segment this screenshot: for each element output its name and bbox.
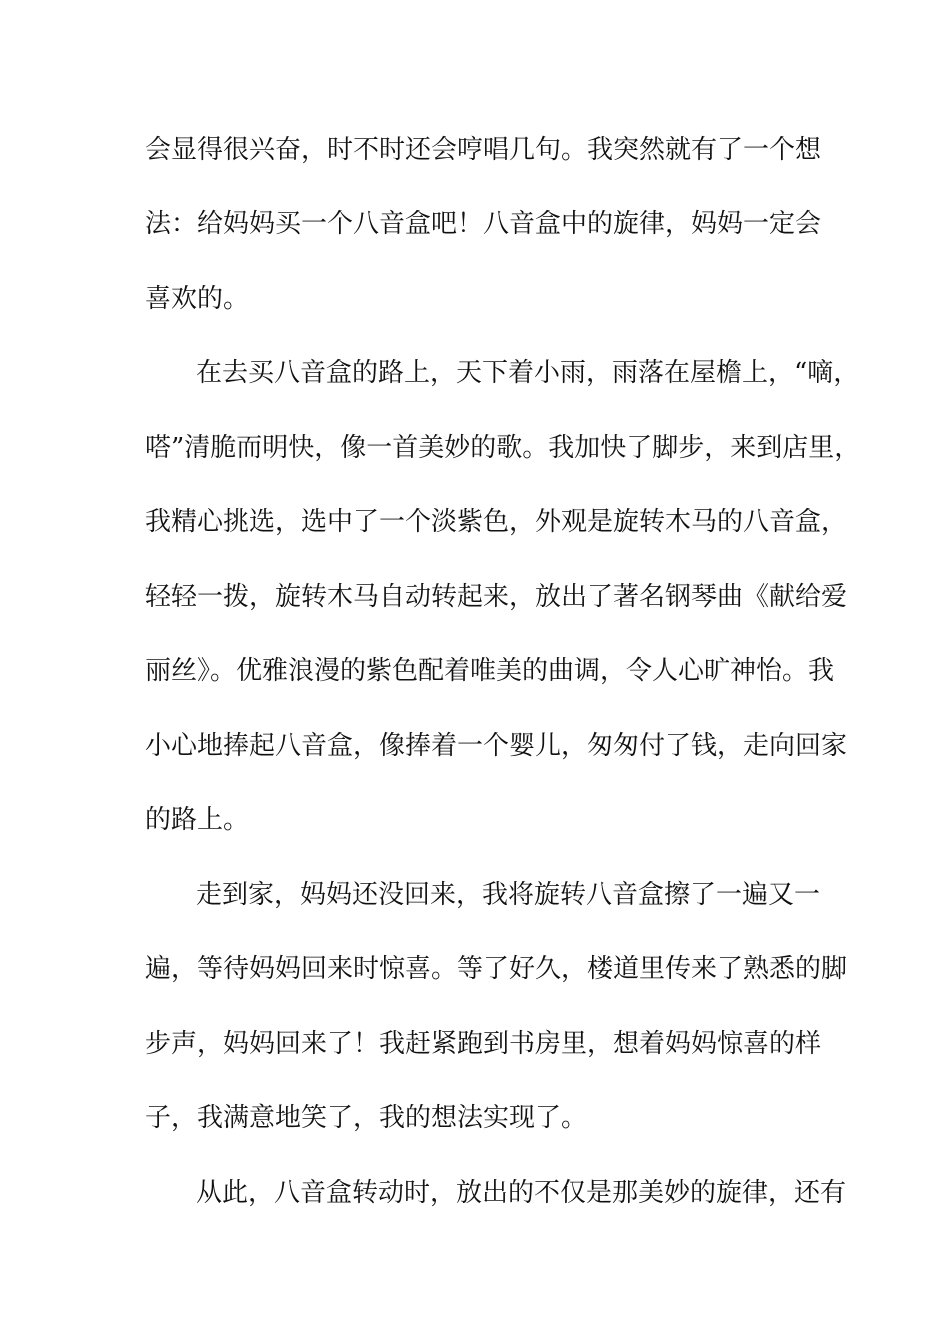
text-line: 嗒”清脆而明快，像一首美妙的歌。我加快了脚步，来到店里， bbox=[145, 433, 861, 463]
text-line: 子，我满意地笑了，我的想法实现了。 bbox=[145, 1103, 588, 1133]
text-line: 从此，八音盒转动时，放出的不仅是那美妙的旋律，还有 bbox=[196, 1178, 847, 1208]
text-line: 法：给妈妈买一个八音盒吧！八音盒中的旋律，妈妈一定会 bbox=[145, 209, 822, 239]
text-line: 小心地捧起八音盒，像捧着一个婴儿，匆匆付了钱，走向回家 bbox=[145, 731, 848, 761]
text-line: 遍，等待妈妈回来时惊喜。等了好久，楼道里传来了熟悉的脚 bbox=[145, 954, 848, 984]
text-line: 会显得很兴奋，时不时还会哼唱几句。我突然就有了一个想 bbox=[145, 135, 822, 165]
text-line: 步声，妈妈回来了！我赶紧跑到书房里，想着妈妈惊喜的样 bbox=[145, 1029, 822, 1059]
text-line: 走到家，妈妈还没回来，我将旋转八音盒擦了一遍又一 bbox=[196, 880, 821, 910]
text-line: 丽丝》。优雅浪漫的紫色配着唯美的曲调，令人心旷神怡。我 bbox=[145, 656, 835, 686]
text-line: 喜欢的。 bbox=[145, 284, 250, 314]
text-line: 轻轻一拨，旋转木马自动转起来，放出了著名钢琴曲《献给爱 bbox=[145, 582, 848, 612]
text-line: 在去买八音盒的路上，天下着小雨，雨落在屋檐上，“嘀， bbox=[196, 358, 860, 388]
text-line: 我精心挑选，选中了一个淡紫色，外观是旋转木马的八音盒， bbox=[145, 507, 848, 537]
text-line: 的路上。 bbox=[145, 805, 250, 835]
